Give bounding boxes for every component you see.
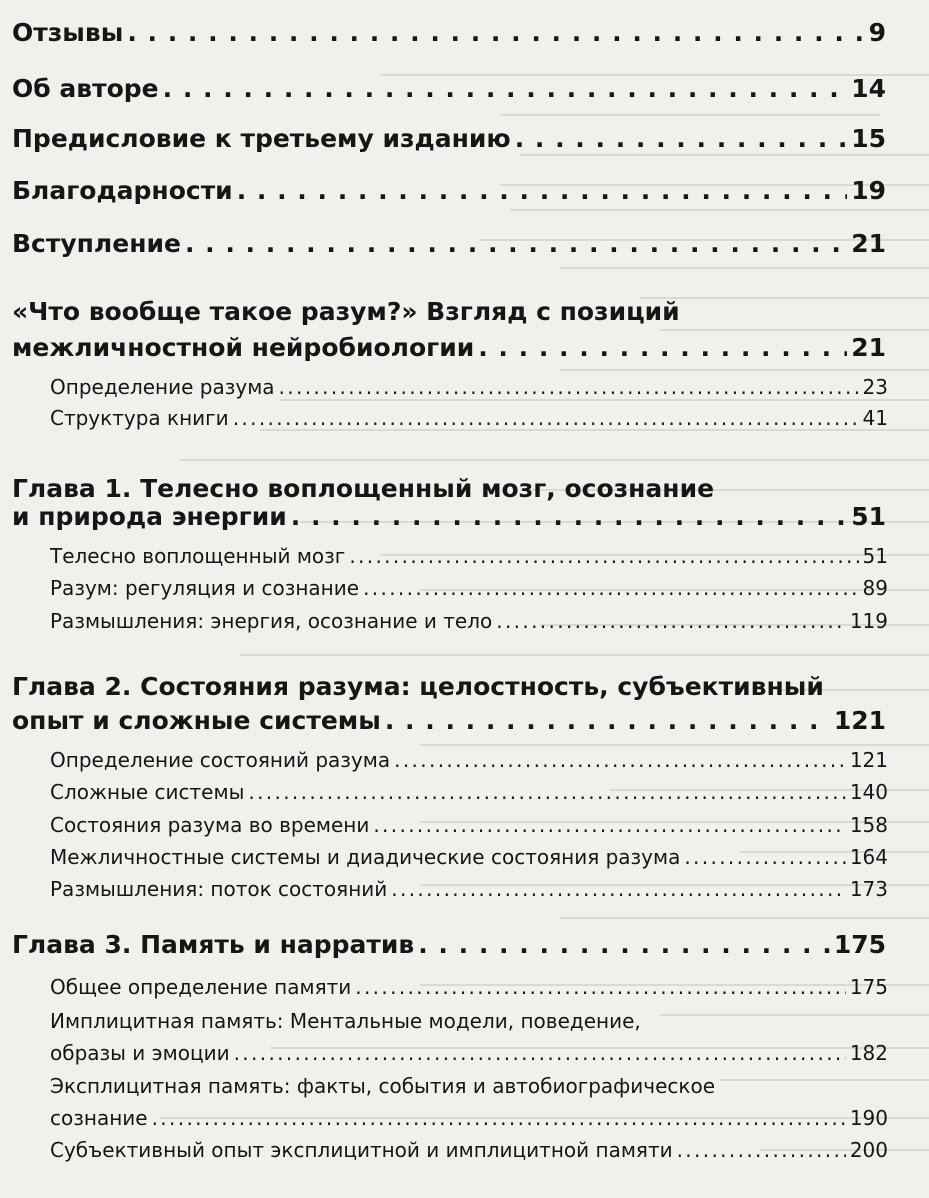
dot-leader: [233, 406, 859, 430]
toc-entry-chapter-3: [12, 930, 886, 959]
entry-title: межличностной нейробиологии: [12, 333, 475, 362]
entry-page: 175: [833, 930, 886, 959]
entry-page: 21: [851, 229, 886, 258]
dot-leader: [152, 1106, 846, 1130]
dot-leader: [237, 176, 848, 205]
entry-title: Структура книги: [50, 406, 229, 430]
dot-leader: [418, 930, 830, 959]
entry-page: 9: [868, 18, 886, 47]
toc-entry-acknowledgements: [12, 176, 886, 205]
entry-title: Предисловие к третьему изданию: [12, 124, 511, 153]
toc-subentry: [50, 975, 888, 999]
entry-page: 175: [849, 975, 888, 999]
entry-title: Межличностные системы и диадические состояния разума: [50, 845, 681, 869]
toc-subentry: [50, 544, 888, 568]
dot-leader: [127, 18, 864, 47]
entry-page: 173: [849, 877, 888, 901]
entry-page: 51: [851, 502, 886, 531]
dot-leader: [684, 845, 845, 869]
toc-entry-what-is-mind: [12, 333, 886, 362]
dot-leader: [515, 124, 848, 153]
entry-title: Определение разума: [50, 375, 275, 399]
toc-entry-chapter-1: [12, 502, 886, 531]
entry-title: опыт и сложные системы: [12, 706, 381, 735]
entry-title: Телесно воплощенный мозг: [50, 544, 346, 568]
section-heading-line1: «Что вообще такое разум?» Взгляд с позиций: [12, 297, 680, 326]
entry-page: 21: [851, 333, 886, 362]
toc-subentry: [50, 1138, 888, 1162]
entry-page: 140: [849, 780, 888, 804]
dot-leader: [291, 502, 847, 531]
entry-title: Глава 3. Память и нарратив: [12, 930, 415, 959]
toc-entry-about-author: [12, 74, 886, 103]
entry-title: Благодарности: [12, 176, 233, 205]
dot-leader: [385, 706, 830, 735]
dot-leader: [349, 544, 858, 568]
toc-entry-preface: [12, 124, 886, 153]
entry-page: 200: [849, 1138, 888, 1162]
toc-subentry: [50, 780, 888, 804]
entry-page: 182: [849, 1041, 888, 1065]
toc-subentry: [50, 406, 888, 430]
toc-subentry: [50, 845, 888, 869]
dot-leader: [363, 576, 858, 600]
entry-title: и природа энергии: [12, 502, 287, 531]
chapter-1-heading-line1: Глава 1. Телесно воплощенный мозг, осознание: [12, 474, 715, 503]
entry-page: 14: [851, 74, 886, 103]
dot-leader: [279, 375, 859, 399]
dot-leader: [163, 74, 848, 103]
toc-subentry: [50, 813, 888, 837]
chapter-2-heading-line1: Глава 2. Состояния разума: целостность, субъективный: [12, 672, 824, 701]
dot-leader: [677, 1138, 846, 1162]
entry-page: 51: [862, 544, 888, 568]
toc-subentry: [50, 748, 888, 772]
entry-title: сознание: [50, 1106, 148, 1130]
entry-page: 89: [862, 576, 888, 600]
entry-title: Субъективный опыт эксплицитной и имплицитной памяти: [50, 1138, 673, 1162]
toc-subentry-line1: Имплицитная память: Ментальные модели, поведение,: [50, 1009, 641, 1033]
toc-entry-chapter-2: [12, 706, 886, 735]
toc-subentry: [50, 1041, 888, 1065]
entry-title: Размышления: энергия, осознание и тело: [50, 609, 493, 633]
entry-title: Об авторе: [12, 74, 159, 103]
dot-leader: [373, 813, 845, 837]
entry-title: Сложные системы: [50, 780, 245, 804]
dot-leader: [478, 333, 847, 362]
entry-page: 119: [849, 609, 888, 633]
entry-page: 41: [862, 406, 888, 430]
entry-title: Вступление: [12, 229, 181, 258]
dot-leader: [391, 877, 846, 901]
dot-leader: [185, 229, 847, 258]
entry-title: Состояния разума во времени: [50, 813, 370, 837]
entry-title: Отзывы: [12, 18, 124, 47]
entry-title: Разум: регуляция и сознание: [50, 576, 360, 600]
toc-entry-introduction: [12, 229, 886, 258]
dot-leader: [234, 1041, 846, 1065]
toc-subentry: [50, 1106, 888, 1130]
entry-page: 15: [851, 124, 886, 153]
dot-leader: [394, 748, 846, 772]
entry-title: Определение состояний разума: [50, 748, 391, 772]
entry-page: 190: [849, 1106, 888, 1130]
toc-subentry: [50, 877, 888, 901]
entry-page: 164: [849, 845, 888, 869]
entry-title: образы и эмоции: [50, 1041, 230, 1065]
entry-page: 158: [849, 813, 888, 837]
dot-leader: [355, 975, 846, 999]
entry-title: Размышления: поток состояний: [50, 877, 388, 901]
dot-leader: [248, 780, 845, 804]
toc-entry-reviews: [12, 18, 886, 47]
toc-subentry: [50, 576, 888, 600]
entry-page: 121: [833, 706, 886, 735]
toc-subentry-line1: Эксплицитная память: факты, события и автобиографическое: [50, 1074, 715, 1098]
dot-leader: [496, 609, 846, 633]
entry-page: 19: [851, 176, 886, 205]
entry-page: 121: [849, 748, 888, 772]
entry-page: 23: [862, 375, 888, 399]
toc-subentry: [50, 609, 888, 633]
entry-title: Общее определение памяти: [50, 975, 352, 999]
toc-subentry: [50, 375, 888, 399]
